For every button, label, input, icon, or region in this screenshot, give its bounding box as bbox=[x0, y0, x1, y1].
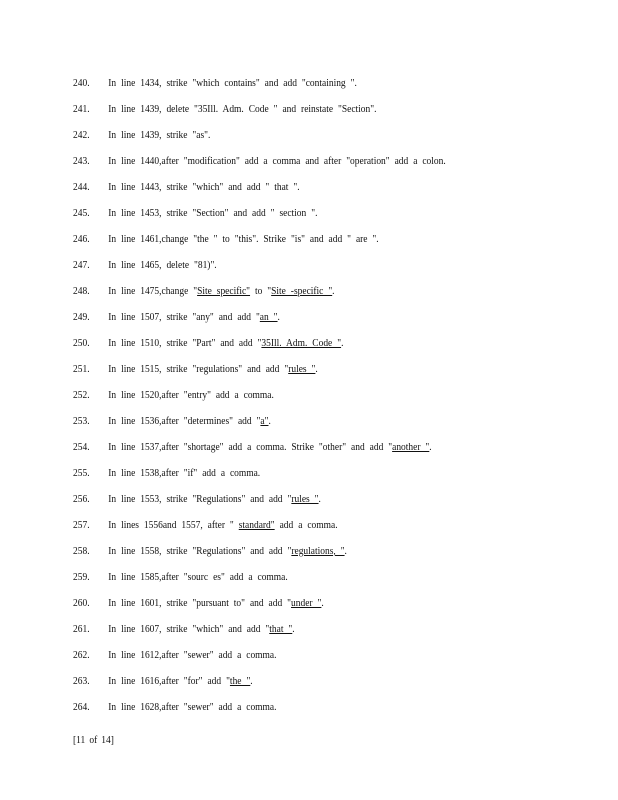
text-segment: . bbox=[292, 623, 295, 635]
item-number: 244. bbox=[73, 181, 90, 193]
item-text bbox=[108, 233, 378, 245]
item-number: 257. bbox=[73, 519, 90, 531]
page-counter: [11 of 14] bbox=[73, 734, 114, 746]
item-text bbox=[108, 181, 299, 193]
list-item bbox=[73, 486, 520, 512]
underlined-text: Site specific" bbox=[197, 285, 251, 297]
item-number: 260. bbox=[73, 597, 90, 609]
text-segment: In line 1510, strike "Part" and add " bbox=[108, 337, 262, 349]
text-segment: In line 1465, delete "81)". bbox=[108, 259, 217, 271]
text-segment: In line 1553, strike "Regulations" and add " bbox=[108, 493, 292, 505]
text-segment: In line 1453, strike "Section" and add " section ". bbox=[108, 207, 318, 219]
item-text bbox=[108, 311, 280, 323]
item-number: 248. bbox=[73, 285, 90, 297]
text-segment: In line 1520,after "entry" add a comma. bbox=[108, 389, 274, 401]
underlined-text: that " bbox=[269, 623, 293, 635]
text-segment: In line 1585,after "sourc es" add a comma. bbox=[108, 571, 288, 583]
list-item bbox=[73, 278, 520, 304]
item-number: 261. bbox=[73, 623, 90, 635]
text-segment: In line 1461,change "the " to "this". Strike "is" and add " are ". bbox=[108, 233, 379, 245]
text-segment: . bbox=[315, 363, 318, 375]
underlined-text: Site -specific " bbox=[271, 285, 333, 297]
item-number: 250. bbox=[73, 337, 90, 349]
text-segment: In line 1537,after "shortage" add a comma. Strike "other" and add " bbox=[108, 441, 393, 453]
item-number: 255. bbox=[73, 467, 90, 479]
text-segment: In line 1607, strike "which" and add " bbox=[108, 623, 270, 635]
text-segment: In line 1475,change " bbox=[108, 285, 198, 297]
list-item bbox=[73, 200, 520, 226]
item-number: 253. bbox=[73, 415, 90, 427]
item-text bbox=[108, 571, 287, 583]
underlined-text: an " bbox=[259, 311, 278, 323]
item-text bbox=[108, 103, 376, 115]
text-segment: In line 1507, strike "any" and add " bbox=[108, 311, 260, 323]
list-item bbox=[73, 668, 520, 694]
text-segment: . bbox=[321, 597, 324, 609]
list-item bbox=[73, 382, 520, 408]
underlined-text: another " bbox=[392, 441, 430, 453]
item-number: 243. bbox=[73, 155, 90, 167]
text-segment: . bbox=[341, 337, 344, 349]
list-item bbox=[73, 356, 520, 382]
text-segment: In line 1612,after "sewer" add a comma. bbox=[108, 649, 277, 661]
text-segment: . bbox=[250, 675, 253, 687]
list-item bbox=[73, 408, 520, 434]
item-number: 241. bbox=[73, 103, 90, 115]
list-item bbox=[73, 330, 520, 356]
item-number: 240. bbox=[73, 77, 90, 89]
text-segment: In line 1439, strike "as". bbox=[108, 129, 211, 141]
text-segment: In line 1434, strike "which contains" and add "containing ". bbox=[108, 77, 357, 89]
list-item bbox=[73, 148, 520, 174]
item-text bbox=[108, 675, 252, 687]
text-segment: . bbox=[332, 285, 335, 297]
text-segment: . bbox=[318, 493, 321, 505]
item-text bbox=[108, 285, 334, 297]
item-text bbox=[108, 207, 317, 219]
item-text bbox=[108, 701, 276, 713]
item-text bbox=[108, 441, 431, 453]
list-item bbox=[73, 304, 520, 330]
item-text bbox=[108, 467, 260, 479]
item-text bbox=[108, 337, 343, 349]
text-segment: In line 1536,after "determines" add " bbox=[108, 415, 261, 427]
underlined-text: rules " bbox=[291, 493, 319, 505]
item-number: 252. bbox=[73, 389, 90, 401]
text-segment: In line 1628,after "sewer" add a comma. bbox=[108, 701, 277, 713]
item-number: 263. bbox=[73, 675, 90, 687]
text-segment: In line 1443, strike "which" and add " that ". bbox=[108, 181, 300, 193]
item-number: 251. bbox=[73, 363, 90, 375]
text-segment: In line 1440,after "modification" add a comma and after "operation" add a colon. bbox=[108, 155, 446, 167]
list-item bbox=[73, 694, 520, 720]
item-text bbox=[108, 363, 317, 375]
item-number: 262. bbox=[73, 649, 90, 661]
underlined-text: regulations, " bbox=[291, 545, 345, 557]
text-segment: . bbox=[344, 545, 347, 557]
item-number: 254. bbox=[73, 441, 90, 453]
item-text bbox=[108, 649, 276, 661]
list-item bbox=[73, 538, 520, 564]
list-item bbox=[73, 434, 520, 460]
list-item bbox=[73, 512, 520, 538]
text-segment: add a comma. bbox=[274, 519, 338, 531]
underlined-text: the " bbox=[229, 675, 251, 687]
item-number: 246. bbox=[73, 233, 90, 245]
item-text bbox=[108, 77, 357, 89]
item-number: 256. bbox=[73, 493, 90, 505]
item-text bbox=[108, 623, 294, 635]
item-number: 249. bbox=[73, 311, 90, 323]
text-segment: In line 1616,after "for" add " bbox=[108, 675, 230, 687]
item-number: 242. bbox=[73, 129, 90, 141]
text-segment: In line 1558, strike "Regulations" and add " bbox=[108, 545, 292, 557]
list-item bbox=[73, 96, 520, 122]
list-item bbox=[73, 174, 520, 200]
item-text bbox=[108, 597, 323, 609]
item-text bbox=[108, 259, 216, 271]
list-item bbox=[73, 252, 520, 278]
text-segment: In line 1515, strike "regulations" and add " bbox=[108, 363, 289, 375]
list-item bbox=[73, 642, 520, 668]
item-text bbox=[108, 493, 321, 505]
list-item bbox=[73, 616, 520, 642]
list-item bbox=[73, 226, 520, 252]
item-number: 259. bbox=[73, 571, 90, 583]
list-item bbox=[73, 564, 520, 590]
item-text bbox=[108, 545, 347, 557]
text-segment: In line 1538,after "if" add a comma. bbox=[108, 467, 261, 479]
amendment-list bbox=[73, 70, 593, 720]
item-text bbox=[108, 519, 337, 531]
item-number: 258. bbox=[73, 545, 90, 557]
item-number: 247. bbox=[73, 259, 90, 271]
item-text bbox=[108, 389, 274, 401]
list-item bbox=[73, 122, 520, 148]
list-item bbox=[73, 590, 520, 616]
list-item bbox=[73, 70, 520, 96]
item-text bbox=[108, 155, 445, 167]
item-text bbox=[108, 129, 210, 141]
underlined-text: 35Ill. Adm. Code " bbox=[261, 337, 342, 349]
item-number: 245. bbox=[73, 207, 90, 219]
underlined-text: rules " bbox=[288, 363, 316, 375]
underlined-text: standard" bbox=[238, 519, 275, 531]
underlined-text: under " bbox=[291, 597, 322, 609]
text-segment: . bbox=[268, 415, 271, 427]
text-segment: . bbox=[277, 311, 280, 323]
underlined-text: a" bbox=[260, 415, 269, 427]
text-segment: . bbox=[429, 441, 432, 453]
text-segment: to " bbox=[250, 285, 272, 297]
item-text bbox=[108, 415, 271, 427]
item-number: 264. bbox=[73, 701, 90, 713]
text-segment: In lines 1556and 1557, after " bbox=[108, 519, 239, 531]
list-item bbox=[73, 460, 520, 486]
text-segment: In line 1601, strike "pursuant to" and add " bbox=[108, 597, 292, 609]
text-segment: In line 1439, delete "35Ill. Adm. Code " and reinstate "Section". bbox=[108, 103, 377, 115]
